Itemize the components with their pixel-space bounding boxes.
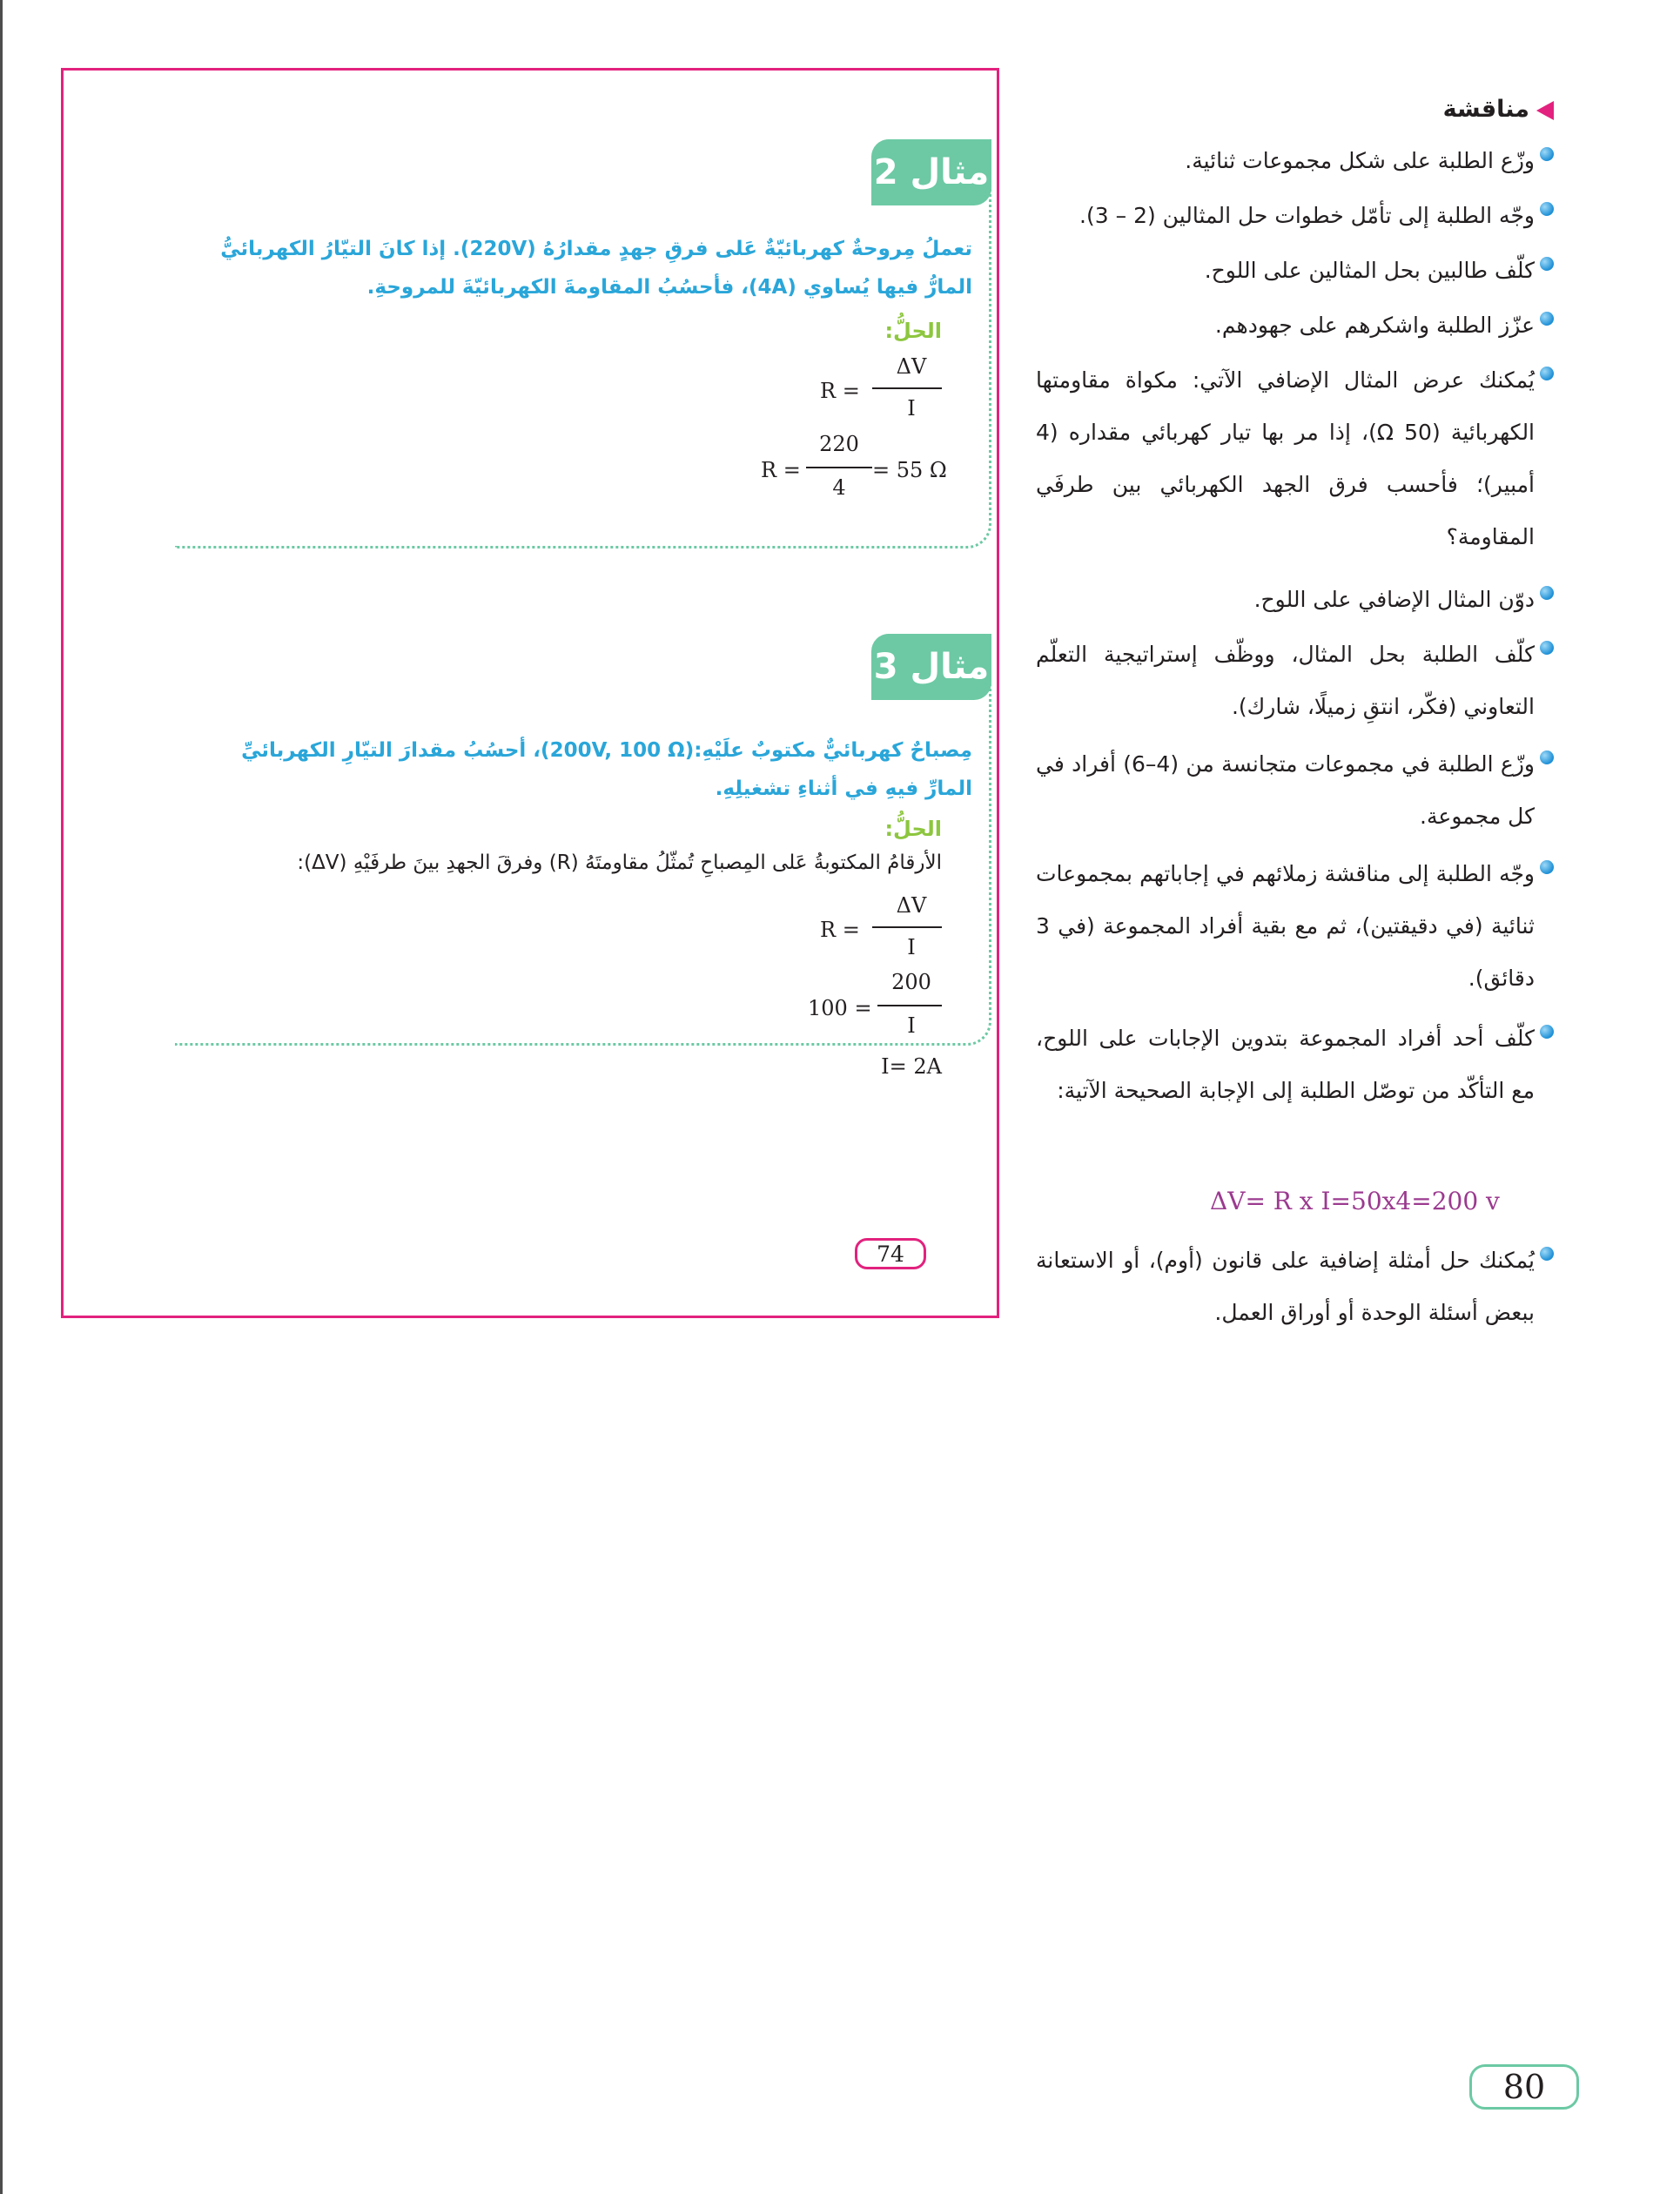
example-3: [175, 634, 991, 1079]
example-3-explanation: الأرقامُ المكتوبةُ عَلى المِصباحِ تُمثّلُ مقاومتَهُ (R) وفرقَ الجهدِ بينَ طرفَيْهِ (ΔV):: [297, 851, 942, 874]
example-3-result: I= 2A: [881, 1054, 942, 1079]
bullet-icon: [1540, 1247, 1554, 1261]
bullet-icon: [1540, 202, 1554, 216]
bullet-icon: [1540, 750, 1554, 764]
bullet-icon: [1540, 257, 1554, 271]
discussion-heading: مناقشة: [1443, 96, 1554, 123]
heading-arrow-icon: [1536, 101, 1554, 120]
bullet-icon: [1540, 860, 1554, 874]
page-edge-rule: [0, 0, 3, 2194]
example-2-question: تعملُ مِروحةٌ كهربائيّةٌ عَلى فرقِ جهدٍ مقدارُهُ (220V). إذا كانَ التيّارُ الكهربائيُّ المارُّ فيها يُساوي (4A)، فأحسُبُ المقاومةَ الكهربائيّةَ للمروحةِ.: [220, 238, 972, 299]
bullet-icon: [1540, 641, 1554, 655]
bullet-icon: [1540, 312, 1554, 326]
example-3-question: مِصباحٌ كهربائيٌّ مكتوبٌ علَيْهِ:(200V, 100 Ω)، أحسُبُ مقدارَ التيّارِ الكهربائيِّ المارِّ فيهِ في أثناءِ تشغيلِهِ.: [241, 739, 972, 800]
example-3-solution-label: الحلُّ:: [884, 817, 942, 841]
book-page-number: 74: [855, 1238, 926, 1269]
example-2: [175, 139, 991, 548]
example-2-solution-label: الحلُّ:: [884, 319, 942, 343]
bullet-icon: [1540, 586, 1554, 600]
example-2-equation-2: R = 220 4 = 55 Ω: [761, 432, 947, 500]
example-3-badge: مثال 3: [871, 634, 991, 700]
bullet-icon: [1540, 1025, 1554, 1039]
bullet-icon: [1540, 147, 1554, 161]
example-2-equation-1: R = ΔV I: [820, 361, 942, 431]
guide-page-number: 80: [1469, 2064, 1579, 2110]
answer-formula: ΔV= R x I=50x4=200 v: [1210, 1187, 1500, 1215]
example-2-badge: مثال 2: [871, 139, 991, 205]
example-3-equation-2: 100 = 200 I: [820, 979, 942, 1048]
bullet-icon: [1540, 367, 1554, 380]
example-3-equation-1: R = ΔV I: [820, 900, 942, 970]
student-book-page: [61, 68, 999, 1318]
